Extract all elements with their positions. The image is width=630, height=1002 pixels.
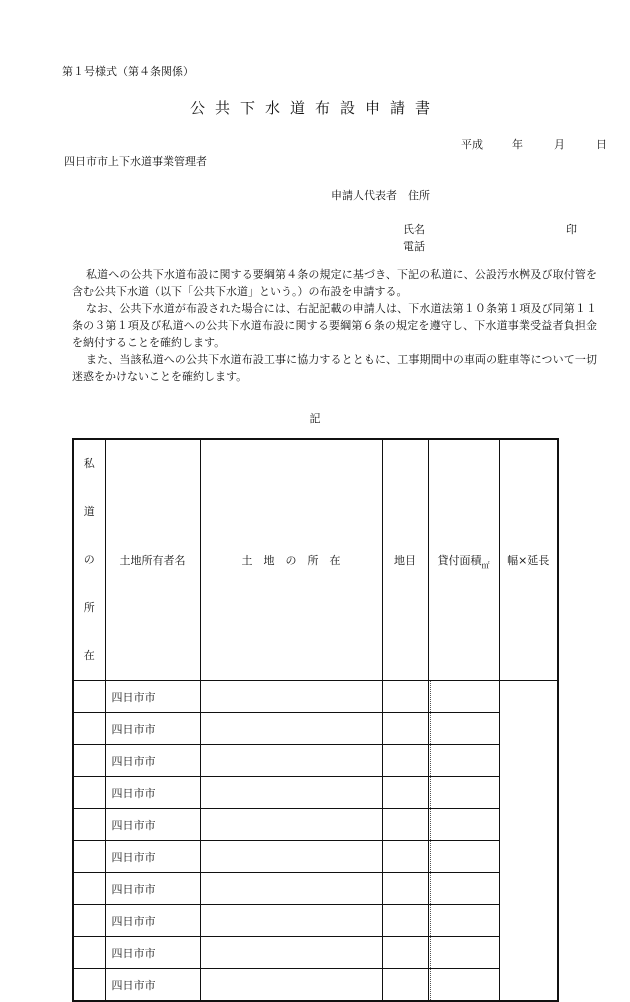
land-category-cell[interactable]: [200, 937, 382, 969]
side-label: [73, 439, 105, 681]
side-char: 私: [83, 457, 95, 470]
applicant-phone-label: 電話: [403, 240, 425, 253]
table-row: [73, 777, 558, 809]
area-decimal-divider: [430, 777, 431, 808]
applicant-address-label: 申請人代表者 住所: [331, 189, 430, 202]
date-month: 月: [554, 138, 565, 151]
table-row: [73, 937, 558, 969]
land-category-cell[interactable]: [200, 841, 382, 873]
land-category-cell[interactable]: [200, 681, 382, 713]
paragraph-3: また、当該私道への公共下水道布設工事に協力するとともに、工事期間中の車両の駐車等について一切迷惑をかけないことを確約します。: [72, 353, 597, 383]
form-number: 第１号様式（第４条関係）: [62, 65, 194, 78]
table-row: [73, 809, 558, 841]
header-width-length: 幅×延長: [499, 439, 558, 681]
width-length-cell[interactable]: [428, 937, 499, 969]
application-body: [72, 266, 597, 385]
location-cell[interactable]: 四日市市: [105, 713, 200, 745]
land-category-cell[interactable]: [200, 809, 382, 841]
width-length-cell[interactable]: [428, 809, 499, 841]
area-decimal-divider: [430, 905, 431, 936]
header-land-category: 地目: [382, 439, 428, 681]
table-row: [73, 713, 558, 745]
paragraph-1: 私道への公共下水道布設に関する要綱第４条の規定に基づき、下記の私道に、公設汚水桝及び取付管を含む公共下水道（以下「公共下水道」という。）の布設を申請する。: [72, 268, 597, 298]
area-decimal-divider: [430, 809, 431, 840]
area-decimal-divider: [430, 969, 431, 1000]
paragraph-2: なお、公共下水道が布設された場合には、右記記載の申請人は、下水道法第１０条第１項及び同第１１条の３第１項及び私道への公共下水道布設に関する要綱第６条の規定を遵守し、下水道事業受益者負担金を納付することを確約します。: [72, 302, 597, 349]
land-category-cell[interactable]: [200, 777, 382, 809]
width-length-cell[interactable]: [428, 969, 499, 1002]
table-row: [73, 745, 558, 777]
area-cell[interactable]: [382, 681, 428, 713]
owner-cell[interactable]: [73, 841, 105, 873]
location-cell[interactable]: 四日市市: [105, 745, 200, 777]
width-length-cell[interactable]: [428, 745, 499, 777]
area-cell[interactable]: [382, 905, 428, 937]
location-cell[interactable]: 四日市市: [105, 969, 200, 1002]
owner-cell[interactable]: [73, 681, 105, 713]
area-decimal-divider: [430, 745, 431, 776]
land-category-cell[interactable]: [200, 873, 382, 905]
area-cell[interactable]: [382, 969, 428, 1002]
area-decimal-divider: [430, 681, 431, 712]
area-cell[interactable]: [382, 841, 428, 873]
area-cell[interactable]: [382, 809, 428, 841]
owner-cell[interactable]: [73, 809, 105, 841]
table-row: [73, 681, 558, 713]
width-length-cell[interactable]: [428, 905, 499, 937]
width-length-cell[interactable]: [428, 681, 499, 713]
location-cell[interactable]: 四日市市: [105, 873, 200, 905]
owner-cell[interactable]: [73, 969, 105, 1002]
area-cell[interactable]: [382, 937, 428, 969]
location-cell[interactable]: 四日市市: [105, 841, 200, 873]
area-cell[interactable]: [382, 777, 428, 809]
area-cell[interactable]: [382, 745, 428, 777]
area-decimal-divider: [430, 937, 431, 968]
area-cell[interactable]: [382, 873, 428, 905]
header-location: 土 地 の 所 在: [200, 439, 382, 681]
area-cell[interactable]: [382, 713, 428, 745]
owner-cell[interactable]: [73, 713, 105, 745]
side-char: の: [83, 553, 95, 566]
header-owner: 土地所有者名: [105, 439, 200, 681]
land-category-cell[interactable]: [200, 905, 382, 937]
owner-cell[interactable]: [73, 745, 105, 777]
header-area: [428, 439, 499, 681]
location-cell[interactable]: 四日市市: [105, 937, 200, 969]
date-day: 日: [596, 138, 607, 151]
addressee: 四日市市上下水道事業管理者: [64, 155, 207, 168]
area-decimal-divider: [430, 873, 431, 904]
area-decimal-divider: [430, 713, 431, 744]
land-category-cell[interactable]: [200, 745, 382, 777]
table-header-row: [73, 439, 558, 681]
header-area-label: 貸付面積: [437, 554, 482, 567]
private-road-table: [72, 438, 559, 1002]
land-category-cell[interactable]: [200, 969, 382, 1002]
table-row: [73, 969, 558, 1002]
location-cell[interactable]: 四日市市: [105, 905, 200, 937]
location-cell[interactable]: 四日市市: [105, 681, 200, 713]
location-cell[interactable]: 四日市市: [105, 809, 200, 841]
width-length-cell[interactable]: [428, 873, 499, 905]
owner-cell[interactable]: [73, 777, 105, 809]
ki-heading: 記: [309, 412, 321, 425]
land-category-cell[interactable]: [200, 713, 382, 745]
owner-cell[interactable]: [73, 937, 105, 969]
owner-cell[interactable]: [73, 905, 105, 937]
table-row: [73, 905, 558, 937]
date-year: 年: [512, 138, 523, 151]
area-decimal-divider: [430, 841, 431, 872]
location-cell[interactable]: 四日市市: [105, 777, 200, 809]
side-char: 在: [83, 649, 95, 662]
side-char: 所: [83, 601, 95, 614]
width-length-cell[interactable]: [428, 841, 499, 873]
table-row: [73, 841, 558, 873]
document-title: 公共下水道布設申請書: [189, 99, 440, 117]
seal-mark: 印: [566, 223, 577, 236]
side-char: 道: [83, 505, 95, 518]
width-length-cell[interactable]: [428, 777, 499, 809]
table-row: [73, 873, 558, 905]
owner-cell[interactable]: [73, 873, 105, 905]
date-era: 平成: [461, 138, 483, 151]
date-line: [461, 136, 607, 152]
applicant-name-label: 氏名: [403, 223, 425, 236]
width-length-cell[interactable]: [428, 713, 499, 745]
area-unit: ㎡: [481, 561, 490, 570]
